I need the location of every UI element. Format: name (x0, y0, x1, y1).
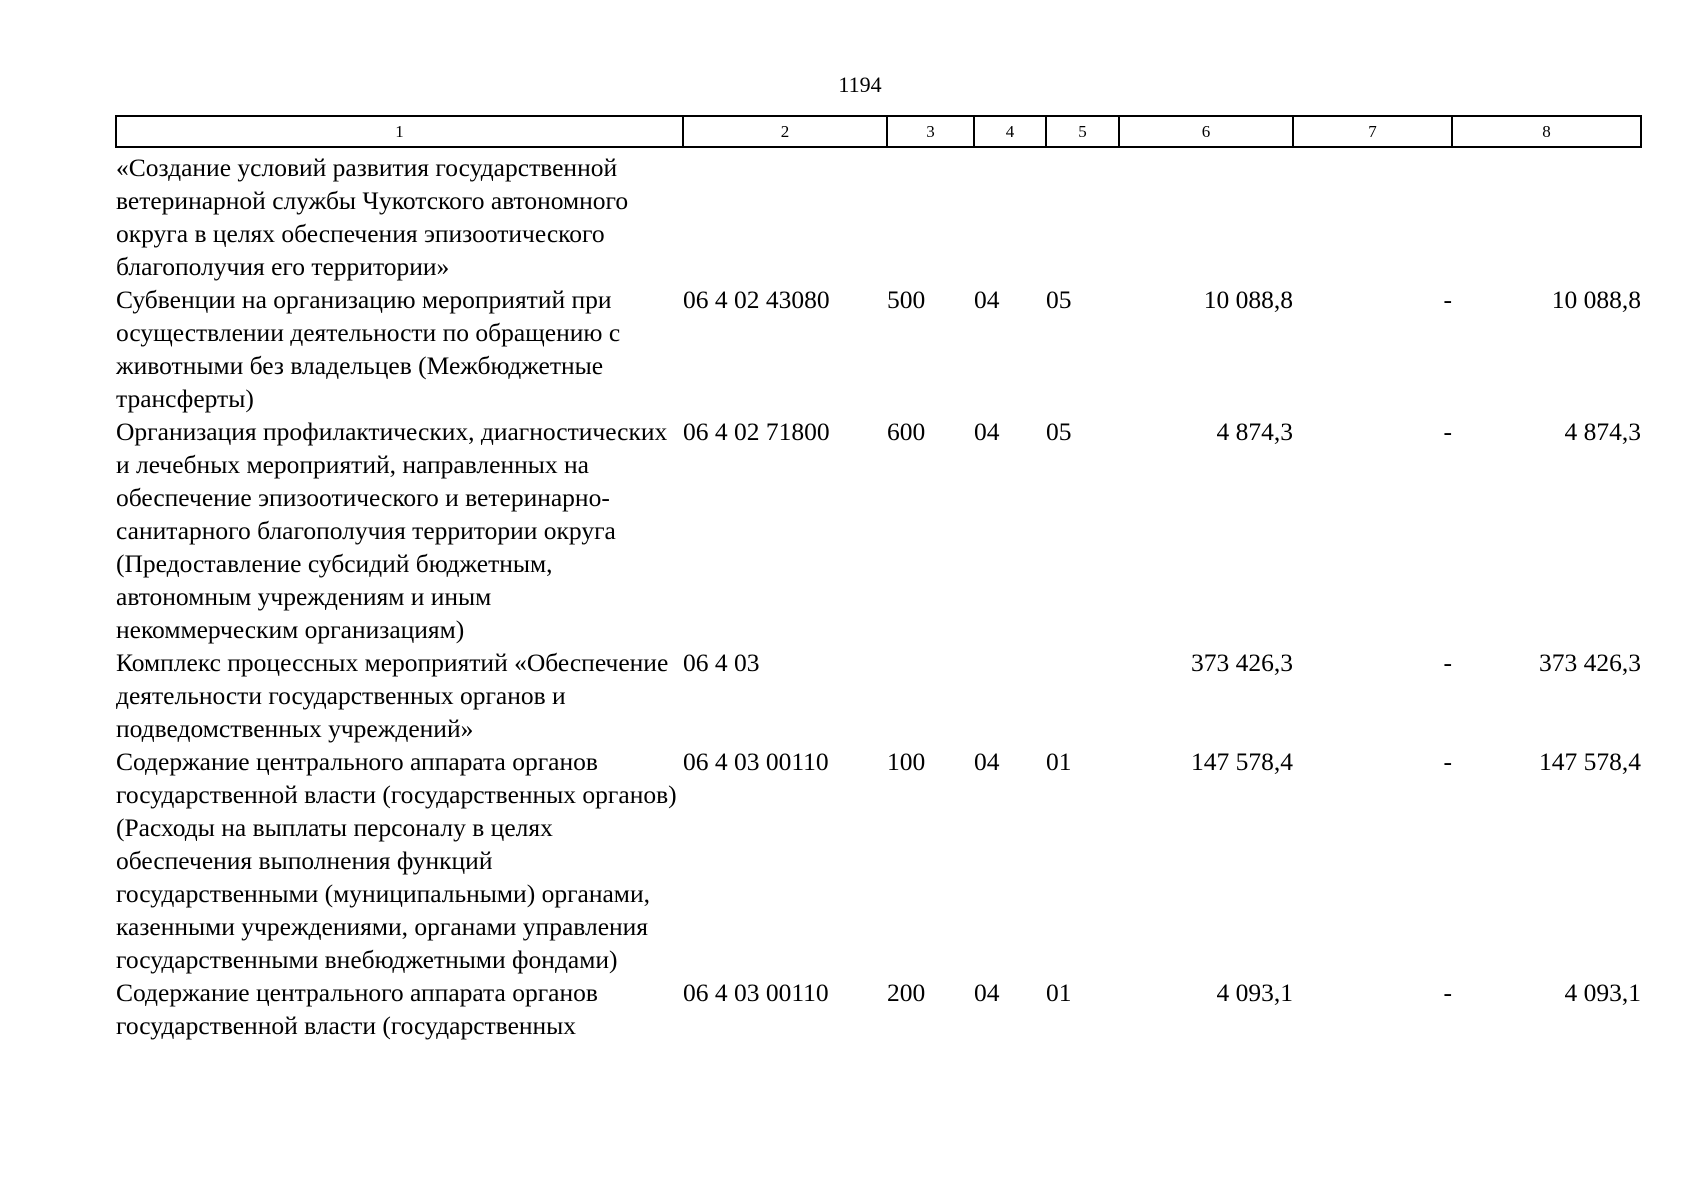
row-total: 373 426,3 (1539, 648, 1641, 677)
row-vr: 500 (887, 285, 926, 314)
table-row (116, 415, 1641, 646)
row-name: «Создание условий развития государственной ветеринарной службы Чукотского автономного округа в целях обеспечения эпизоотического благополучия его территории» (116, 153, 629, 281)
column-header: 3 (887, 116, 974, 147)
row-rz: 04 (974, 978, 1000, 1007)
header-row (116, 116, 1641, 147)
row-pr: 01 (1046, 747, 1072, 776)
row-code: 06 4 03 00110 (683, 747, 829, 776)
column-header: 8 (1452, 116, 1641, 147)
row-code: 06 4 02 71800 (683, 417, 830, 446)
row-vr: 200 (887, 978, 926, 1007)
row-change: - (1443, 285, 1452, 314)
table-row (116, 745, 1641, 976)
table-row (116, 283, 1641, 415)
row-vr (887, 147, 974, 283)
budget-table (115, 115, 1642, 1042)
row-sum: 147 578,4 (1191, 747, 1293, 776)
row-rz (974, 646, 1046, 745)
row-change: - (1443, 648, 1452, 677)
row-vr: 100 (887, 747, 926, 776)
row-change: - (1443, 417, 1452, 446)
row-total: 4 874,3 (1564, 417, 1641, 446)
row-sum (1119, 147, 1293, 283)
row-pr: 05 (1046, 285, 1072, 314)
table-row (116, 646, 1641, 745)
row-total: 4 093,1 (1564, 978, 1641, 1007)
row-name: Содержание центрального аппарата органов государственной власти (государственных (116, 978, 598, 1040)
column-header: 2 (683, 116, 887, 147)
row-rz: 04 (974, 417, 1000, 446)
column-header: 4 (974, 116, 1046, 147)
row-change (1293, 147, 1452, 283)
page-number: 1194 (838, 72, 882, 97)
row-change: - (1443, 747, 1452, 776)
row-code: 06 4 02 43080 (683, 285, 830, 314)
row-code: 06 4 03 00110 (683, 978, 829, 1007)
row-pr (1046, 646, 1119, 745)
row-rz (974, 147, 1046, 283)
table-row (116, 147, 1641, 283)
row-rz: 04 (974, 747, 1000, 776)
column-header: 5 (1046, 116, 1119, 147)
row-sum: 10 088,8 (1203, 285, 1293, 314)
row-sum: 373 426,3 (1191, 648, 1293, 677)
row-code (683, 147, 887, 283)
row-total: 147 578,4 (1539, 747, 1641, 776)
row-sum: 4 874,3 (1216, 417, 1293, 446)
row-rz: 04 (974, 285, 1000, 314)
column-header: 1 (116, 116, 683, 147)
row-code: 06 4 03 (683, 648, 760, 677)
row-name: Субвенции на организацию мероприятий при осуществлении деятельности по обращению с животными без владельцев (Межбюджетные трансферты) (116, 285, 621, 413)
row-name: Комплекс процессных мероприятий «Обеспечение деятельности государственных органов и подведомственных учреждений» (116, 648, 669, 743)
row-name: Организация профилактических, диагностических и лечебных мероприятий, направленных на обеспечение эпизоотического и ветеринарно-санитарного благополучия территории округа (Предоставление субсидий бюджетным, автономным учреждениям и иным некоммерческим организациям) (116, 417, 668, 644)
table-row (116, 976, 1641, 1042)
row-sum: 4 093,1 (1216, 978, 1293, 1007)
column-header: 7 (1293, 116, 1452, 147)
row-vr: 600 (887, 417, 926, 446)
row-pr: 01 (1046, 978, 1072, 1007)
row-total (1452, 147, 1641, 283)
row-total: 10 088,8 (1551, 285, 1641, 314)
column-header: 6 (1119, 116, 1293, 147)
row-vr (887, 646, 974, 745)
row-name: Содержание центрального аппарата органов государственной власти (государственных органов) (Расходы на выплаты персоналу в целях обеспечения выполнения функций государственными (муниципальными) органами, казенными учреждениями, органами управления государственными внебюджетными фондами) (116, 747, 677, 974)
row-pr: 05 (1046, 417, 1072, 446)
row-change: - (1443, 978, 1452, 1007)
row-pr (1046, 147, 1119, 283)
